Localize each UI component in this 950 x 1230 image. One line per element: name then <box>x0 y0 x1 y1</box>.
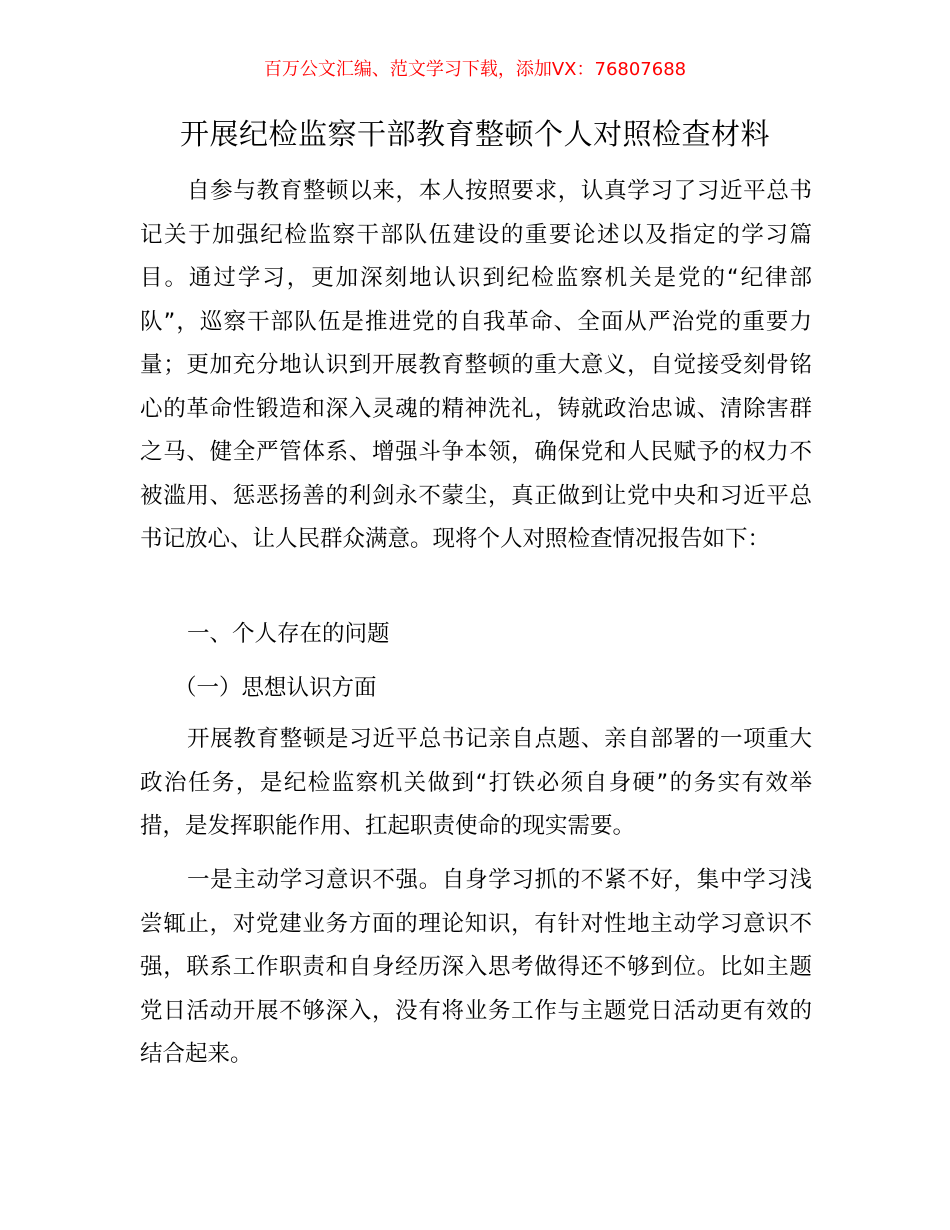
section-heading: 一、个人存在的问题 <box>187 621 390 647</box>
body-paragraph: 一是主动学习意识不强。自身学习抓的不紧不好，集中学习浅尝辄止，对党建业务方面的理论知识，有针对性地主动学习意识不强，联系工作职责和自身经历深入思考做得还不够到位。比如主题党日活动开展不够深入，没有将业务工作与主题党日活动更有效的结合起来。 <box>140 867 812 1067</box>
header-banner: 百万公文汇编、范文学习下载，添加VX：76807688 <box>263 59 687 80</box>
intro-paragraph: 自参与教育整顿以来，本人按照要求，认真学习了习近平总书记关于加强纪检监察干部队伍建设的重要论述以及指定的学习篇目。通过学习，更加深刻地认识到纪检监察机关是党的“纪律部队”，巡察干部队伍是推进党的自我革命、全面从严治党的重要力量；更加充分地认识到开展教育整顿的重大意义，自觉接受刻骨铭心的革命性锻造和深入灵魂的精神洗礼，铸就政治忠诚、清除害群之马、健全严管体系、增强斗争本领，确保党和人民赋予的权力不被滥用、惩恶扬善的利剑永不蒙尘，真正做到让党中央和习近平总书记放心、让人民群众满意。现将个人对照检查情况报告如下： <box>140 178 812 552</box>
document-title: 开展纪检监察干部教育整顿个人对照检查材料 <box>179 117 770 151</box>
body-paragraph: 开展教育整顿是习近平总书记亲自点题、亲自部署的一项重大政治任务，是纪检监察机关做到“打铁必须自身硬”的务实有效举措，是发挥职能作用、扛起职责使命的现实需要。 <box>140 726 812 839</box>
subsection-heading: （一）思想认识方面 <box>174 675 377 701</box>
